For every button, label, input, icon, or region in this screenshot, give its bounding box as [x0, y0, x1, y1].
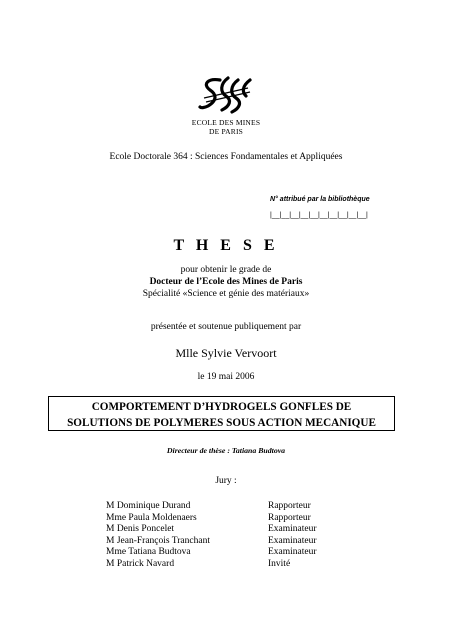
jury-row: [106, 536, 317, 548]
doctoral-school: Ecole Doctorale 364 : Sciences Fondamentales et Appliquées: [109, 152, 343, 162]
jury-list: [106, 501, 317, 570]
school-logo: [198, 74, 252, 114]
jury-row: [106, 559, 317, 571]
jury-member-name: Mme Paula Moldenaers: [106, 512, 197, 523]
thesis-title-line1: COMPORTEMENT D’HYDROGELS GONFLES DE: [91, 401, 352, 413]
degree-line3: Spécialité «Science et génie des matériaux»: [142, 289, 310, 299]
jury-member-name: M Jean-François Tranchant: [106, 535, 210, 546]
jury-member-name: M Dominique Durand: [106, 501, 191, 511]
author-name: Mlle Sylvie Vervoort: [175, 346, 277, 360]
school-name: [0, 118, 452, 136]
library-number-slots: |__|__|__|__|__|__|__|__|__|__|: [270, 212, 368, 219]
jury-member-role: Rapporteur: [268, 501, 311, 511]
jury-member-role: Examinateur: [268, 524, 317, 534]
jury-member-name: Mme Tatiana Budtova: [106, 547, 191, 557]
school-name-line1: ECOLE DES MINES: [191, 118, 261, 127]
jury-row: [106, 547, 317, 559]
degree-line2: Docteur de l’Ecole des Mines de Paris: [149, 277, 303, 287]
jury-label: Jury :: [215, 476, 237, 486]
library-number-label: N° attribué par la bibliothèque: [270, 196, 370, 203]
thesis-director: Directeur de thèse : Tatiana Budtova: [166, 446, 286, 455]
degree-line1: pour obtenir le grade de: [180, 265, 272, 275]
jury-row: [106, 501, 317, 513]
thesis-title-box: [48, 396, 395, 431]
presented-by: présentée et soutenue publiquement par: [150, 322, 302, 332]
jury-member-role: Examinateur: [268, 547, 317, 557]
degree-block: [0, 264, 452, 300]
jury-member-role: Examinateur: [268, 535, 317, 546]
school-name-line2: DE PARIS: [208, 127, 244, 136]
defense-date: le 19 mai 2006: [197, 372, 255, 382]
jury-member-role: Rapporteur: [268, 512, 311, 523]
jury-member-name: M Patrick Navard: [106, 558, 175, 569]
jury-member-role: Invité: [268, 558, 291, 569]
jury-row: [106, 524, 317, 536]
jury-member-name: M Denis Poncelet: [106, 524, 175, 534]
thesis-title-line2: SOLUTIONS DE POLYMERES SOUS ACTION MECANIQUE: [67, 417, 376, 429]
thesis-heading: T H E S E: [173, 237, 279, 254]
jury-row: [106, 513, 317, 525]
